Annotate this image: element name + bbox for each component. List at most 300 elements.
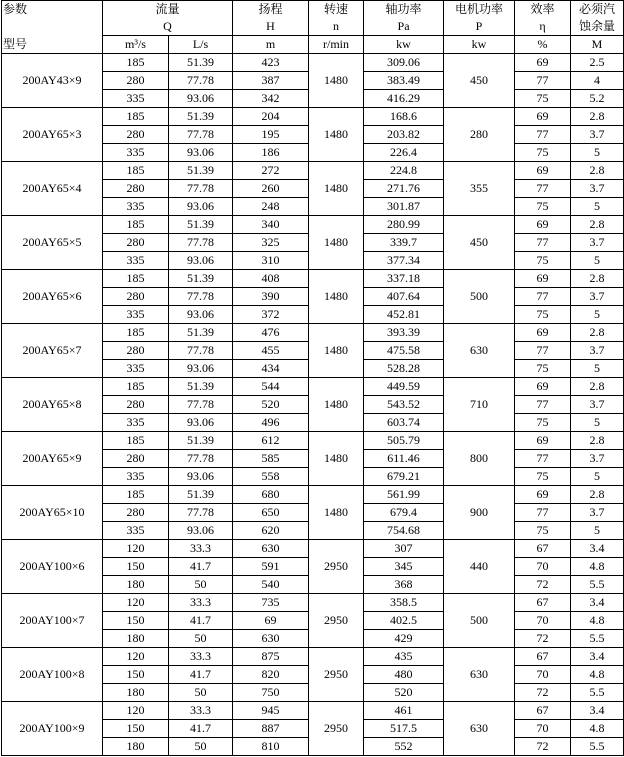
flow-m3h-cell: 185 [103,486,169,504]
npsh-cell: 5.5 [571,630,624,648]
npsh-cell: 2.5 [571,54,624,72]
npsh-cell: 5 [571,414,624,432]
head-cell: 455 [233,342,309,360]
head-cell: 558 [233,468,309,486]
shaft-power-cell: 339.7 [364,234,444,252]
table-row [2,540,624,558]
npsh-cell: 3.4 [571,594,624,612]
shaft-power-cell: 345 [364,558,444,576]
speed-unit: r/min [309,36,364,54]
head-cell: 325 [233,234,309,252]
flow-m3h-cell: 335 [103,468,169,486]
efficiency-cell: 77 [515,450,571,468]
efficiency-cell: 69 [515,54,571,72]
head-cell: 820 [233,666,309,684]
efficiency-cell: 67 [515,702,571,720]
table-row [2,270,624,288]
table-row [2,594,624,612]
head-cell: 544 [233,378,309,396]
head-cell: 387 [233,72,309,90]
flow-m3h-cell: 120 [103,702,169,720]
flow-ls-cell: 93.06 [169,144,233,162]
flow-ls-cell: 41.7 [169,612,233,630]
flow-ls-cell: 51.39 [169,162,233,180]
flow-m3h-cell: 150 [103,612,169,630]
shaft-power-cell: 337.18 [364,270,444,288]
efficiency-cell: 75 [515,306,571,324]
motor-power-cell: 710 [444,378,515,432]
flow-ls-cell: 41.7 [169,720,233,738]
shaft-power-cell: 301.87 [364,198,444,216]
shaft-power-cell: 480 [364,666,444,684]
motor-power-label: 电机功率 [444,1,515,19]
model-cell: 200AY100×6 [2,540,103,594]
efficiency-cell: 77 [515,342,571,360]
model-cell: 200AY100×8 [2,648,103,702]
shaft-power-cell: 358.5 [364,594,444,612]
shaft-power-cell: 416.29 [364,90,444,108]
efficiency-cell: 75 [515,198,571,216]
speed-cell: 1480 [309,432,364,486]
head-cell: 680 [233,486,309,504]
flow-m3h-cell: 335 [103,522,169,540]
head-cell: 310 [233,252,309,270]
head-cell: 186 [233,144,309,162]
head-cell: 390 [233,288,309,306]
flow-ls-cell: 93.06 [169,198,233,216]
table-row [2,324,624,342]
efficiency-cell: 77 [515,288,571,306]
npsh-cell: 4 [571,72,624,90]
efficiency-cell: 77 [515,234,571,252]
npsh-cell: 2.8 [571,378,624,396]
flow-m3h-cell: 120 [103,540,169,558]
shaft-power-unit: kw [364,36,444,54]
shaft-power-cell: 383.49 [364,72,444,90]
head-cell: 260 [233,180,309,198]
head-label: 扬程 [233,1,309,19]
model-cell: 200AY65×4 [2,162,103,216]
head-symbol: H [233,18,309,36]
efficiency-cell: 67 [515,540,571,558]
npsh-cell: 3.4 [571,540,624,558]
npsh-cell: 3.7 [571,180,624,198]
npsh-cell: 5.2 [571,90,624,108]
efficiency-cell: 72 [515,738,571,756]
motor-power-cell: 440 [444,540,515,594]
flow-m3h-cell: 150 [103,720,169,738]
flow-ls-cell: 41.7 [169,666,233,684]
efficiency-cell: 67 [515,594,571,612]
flow-ls-cell: 93.06 [169,414,233,432]
speed-cell: 1480 [309,378,364,432]
head-cell: 340 [233,216,309,234]
efficiency-cell: 72 [515,630,571,648]
motor-power-cell: 800 [444,432,515,486]
npsh-label-line1: 必须汽 [571,1,624,19]
head-unit: m [233,36,309,54]
head-cell: 591 [233,558,309,576]
npsh-cell: 4.8 [571,720,624,738]
efficiency-cell: 69 [515,378,571,396]
npsh-cell: 5.5 [571,738,624,756]
flow-m3h-cell: 280 [103,72,169,90]
flow-m3h-cell: 120 [103,648,169,666]
speed-cell: 1480 [309,270,364,324]
efficiency-cell: 67 [515,648,571,666]
flow-ls-cell: 93.06 [169,522,233,540]
flow-ls-cell: 77.78 [169,450,233,468]
flow-m3h-cell: 280 [103,396,169,414]
speed-cell: 1480 [309,162,364,216]
efficiency-cell: 75 [515,360,571,378]
shaft-power-cell: 368 [364,576,444,594]
head-cell: 630 [233,630,309,648]
npsh-cell: 5 [571,306,624,324]
shaft-power-cell: 452.81 [364,306,444,324]
table-row [2,648,624,666]
flow-m3h-cell: 335 [103,198,169,216]
model-cell: 200AY100×7 [2,594,103,648]
npsh-cell: 3.7 [571,504,624,522]
pump-spec-table [1,0,624,756]
head-cell: 875 [233,648,309,666]
flow-ls-cell: 51.39 [169,486,233,504]
npsh-cell: 3.4 [571,702,624,720]
shaft-power-cell: 271.76 [364,180,444,198]
npsh-cell: 2.8 [571,216,624,234]
param-spacer [2,18,103,36]
npsh-cell: 3.7 [571,288,624,306]
table-row [2,378,624,396]
head-cell: 342 [233,90,309,108]
npsh-cell: 3.7 [571,342,624,360]
speed-symbol: n [309,18,364,36]
motor-power-cell: 500 [444,594,515,648]
speed-label: 转速 [309,1,364,19]
shaft-power-cell: 168.6 [364,108,444,126]
shaft-power-cell: 461 [364,702,444,720]
shaft-power-symbol: Pa [364,18,444,36]
head-cell: 585 [233,450,309,468]
flow-m3h-cell: 185 [103,324,169,342]
efficiency-cell: 69 [515,432,571,450]
head-cell: 630 [233,540,309,558]
flow-m3h-cell: 335 [103,414,169,432]
efficiency-cell: 75 [515,522,571,540]
flow-m3h-cell: 185 [103,432,169,450]
speed-cell: 1480 [309,108,364,162]
model-cell: 200AY65×5 [2,216,103,270]
npsh-cell: 4.8 [571,612,624,630]
efficiency-cell: 77 [515,126,571,144]
efficiency-cell: 69 [515,216,571,234]
shaft-power-cell: 203.82 [364,126,444,144]
head-cell: 408 [233,270,309,288]
model-cell: 200AY65×10 [2,486,103,540]
npsh-cell: 3.7 [571,234,624,252]
header-row-3 [2,36,624,54]
flow-m3h-cell: 180 [103,738,169,756]
shaft-power-cell: 505.79 [364,432,444,450]
motor-power-cell: 355 [444,162,515,216]
flow-m3h-cell: 280 [103,126,169,144]
shaft-power-cell: 679.21 [364,468,444,486]
motor-power-cell: 450 [444,216,515,270]
npsh-cell: 5 [571,198,624,216]
param-label: 参数 [2,1,103,19]
flow-ls-cell: 77.78 [169,180,233,198]
shaft-power-cell: 402.5 [364,612,444,630]
flow-m3h-cell: 280 [103,234,169,252]
flow-ls-cell: 77.78 [169,126,233,144]
npsh-cell: 5.5 [571,576,624,594]
model-cell: 200AY65×6 [2,270,103,324]
npsh-cell: 3.7 [571,126,624,144]
efficiency-cell: 75 [515,90,571,108]
speed-cell: 1480 [309,54,364,108]
shaft-power-cell: 449.59 [364,378,444,396]
npsh-cell: 2.8 [571,162,624,180]
shaft-power-cell: 528.28 [364,360,444,378]
model-cell: 200AY65×3 [2,108,103,162]
efficiency-label: 效率 [515,1,571,19]
flow-m3h-cell: 185 [103,270,169,288]
shaft-power-cell: 520 [364,684,444,702]
shaft-power-cell: 543.52 [364,396,444,414]
flow-ls-cell: 51.39 [169,270,233,288]
shaft-power-cell: 280.99 [364,216,444,234]
head-cell: 69 [233,612,309,630]
flow-m3h-cell: 150 [103,666,169,684]
npsh-cell: 5 [571,252,624,270]
flow-ls-cell: 33.3 [169,594,233,612]
flow-ls-cell: 51.39 [169,432,233,450]
efficiency-cell: 69 [515,324,571,342]
flow-m3h-cell: 180 [103,630,169,648]
flow-ls-cell: 77.78 [169,288,233,306]
motor-power-cell: 630 [444,648,515,702]
flow-ls-cell: 77.78 [169,234,233,252]
flow-ls-cell: 41.7 [169,558,233,576]
flow-ls-cell: 51.39 [169,378,233,396]
flow-ls-cell: 50 [169,738,233,756]
model-label: 型号 [2,36,103,54]
npsh-cell: 5 [571,522,624,540]
npsh-cell: 2.8 [571,432,624,450]
flow-ls-cell: 93.06 [169,468,233,486]
npsh-cell: 2.8 [571,324,624,342]
motor-power-cell: 900 [444,486,515,540]
efficiency-cell: 70 [515,612,571,630]
speed-cell: 1480 [309,216,364,270]
model-cell: 200AY43×9 [2,54,103,108]
efficiency-cell: 75 [515,468,571,486]
motor-power-symbol: P [444,18,515,36]
flow-m3h-cell: 185 [103,216,169,234]
shaft-power-cell: 435 [364,648,444,666]
head-cell: 520 [233,396,309,414]
npsh-label-line2: 蚀余量 [571,18,624,36]
head-cell: 650 [233,504,309,522]
motor-power-cell: 630 [444,702,515,756]
head-cell: 372 [233,306,309,324]
shaft-power-cell: 407.64 [364,288,444,306]
speed-cell: 1480 [309,486,364,540]
npsh-cell: 5 [571,360,624,378]
npsh-cell: 2.8 [571,486,624,504]
shaft-power-cell: 552 [364,738,444,756]
flow-ls-cell: 77.78 [169,396,233,414]
shaft-power-label: 轴功率 [364,1,444,19]
flow-m3h-cell: 280 [103,180,169,198]
efficiency-cell: 70 [515,720,571,738]
shaft-power-cell: 393.39 [364,324,444,342]
flow-ls-cell: 51.39 [169,324,233,342]
npsh-cell: 3.7 [571,450,624,468]
flow-ls-cell: 77.78 [169,342,233,360]
efficiency-symbol: η [515,18,571,36]
head-cell: 496 [233,414,309,432]
flow-ls-cell: 77.78 [169,72,233,90]
head-cell: 540 [233,576,309,594]
shaft-power-cell: 309.06 [364,54,444,72]
shaft-power-cell: 517.5 [364,720,444,738]
flow-m3h-cell: 335 [103,306,169,324]
table-row [2,486,624,504]
shaft-power-cell: 754.68 [364,522,444,540]
npsh-cell: 2.8 [571,108,624,126]
npsh-unit: M [571,36,624,54]
flow-m3h-cell: 335 [103,252,169,270]
efficiency-cell: 69 [515,162,571,180]
flow-m3h-cell: 335 [103,144,169,162]
speed-cell: 2950 [309,540,364,594]
shaft-power-cell: 679.4 [364,504,444,522]
head-cell: 476 [233,324,309,342]
motor-power-cell: 280 [444,108,515,162]
table-row [2,216,624,234]
flow-ls-cell: 77.78 [169,504,233,522]
motor-power-cell: 450 [444,54,515,108]
flow-symbol: Q [103,18,233,36]
shaft-power-cell: 377.34 [364,252,444,270]
model-cell: 200AY65×8 [2,378,103,432]
flow-ls-cell: 51.39 [169,216,233,234]
head-cell: 945 [233,702,309,720]
npsh-cell: 4.8 [571,666,624,684]
shaft-power-cell: 603.74 [364,414,444,432]
flow-m3h-cell: 185 [103,108,169,126]
flow-label: 流量 [103,1,233,19]
model-cell: 200AY65×9 [2,432,103,486]
efficiency-cell: 77 [515,396,571,414]
flow-m3h-cell: 280 [103,342,169,360]
shaft-power-cell: 429 [364,630,444,648]
flow-ls-cell: 93.06 [169,360,233,378]
flow-m3h-cell: 150 [103,558,169,576]
flow-m3h-cell: 280 [103,504,169,522]
flow-ls-cell: 51.39 [169,54,233,72]
efficiency-cell: 70 [515,558,571,576]
head-cell: 434 [233,360,309,378]
head-cell: 612 [233,432,309,450]
flow-m3h-cell: 180 [103,684,169,702]
table-row [2,702,624,720]
head-cell: 620 [233,522,309,540]
speed-cell: 2950 [309,702,364,756]
flow-m3h-cell: 180 [103,576,169,594]
flow-ls-cell: 50 [169,576,233,594]
table-row [2,432,624,450]
shaft-power-cell: 224.8 [364,162,444,180]
header-row-1 [2,1,624,19]
efficiency-unit: % [515,36,571,54]
npsh-cell: 3.4 [571,648,624,666]
motor-power-cell: 630 [444,324,515,378]
efficiency-cell: 77 [515,72,571,90]
flow-m3h-cell: 185 [103,378,169,396]
npsh-cell: 3.7 [571,396,624,414]
head-cell: 272 [233,162,309,180]
shaft-power-cell: 561.99 [364,486,444,504]
shaft-power-cell: 611.46 [364,450,444,468]
efficiency-cell: 70 [515,666,571,684]
head-cell: 750 [233,684,309,702]
shaft-power-cell: 307 [364,540,444,558]
head-cell: 810 [233,738,309,756]
head-cell: 735 [233,594,309,612]
flow-ls-cell: 93.06 [169,306,233,324]
header-row-2 [2,18,624,36]
shaft-power-cell: 226.4 [364,144,444,162]
head-cell: 887 [233,720,309,738]
motor-power-cell: 500 [444,270,515,324]
efficiency-cell: 69 [515,108,571,126]
flow-ls-cell: 33.3 [169,648,233,666]
flow-m3h-cell: 280 [103,288,169,306]
head-cell: 195 [233,126,309,144]
speed-cell: 1480 [309,324,364,378]
model-cell: 200AY100×9 [2,702,103,756]
npsh-cell: 5.5 [571,684,624,702]
speed-cell: 2950 [309,648,364,702]
speed-cell: 2950 [309,594,364,648]
flow-m3h-cell: 185 [103,162,169,180]
flow-ls-cell: 50 [169,684,233,702]
flow-unit-ls: L/s [169,36,233,54]
flow-m3h-cell: 335 [103,90,169,108]
efficiency-cell: 77 [515,504,571,522]
flow-ls-cell: 50 [169,630,233,648]
flow-ls-cell: 93.06 [169,90,233,108]
model-cell: 200AY65×7 [2,324,103,378]
head-cell: 204 [233,108,309,126]
efficiency-cell: 75 [515,414,571,432]
table-row [2,108,624,126]
flow-m3h-cell: 185 [103,54,169,72]
flow-ls-cell: 33.3 [169,702,233,720]
table-body [2,54,624,756]
table-row [2,54,624,72]
flow-m3h-cell: 335 [103,360,169,378]
npsh-cell: 5 [571,144,624,162]
flow-ls-cell: 33.3 [169,540,233,558]
efficiency-cell: 75 [515,144,571,162]
motor-power-unit: kw [444,36,515,54]
efficiency-cell: 72 [515,684,571,702]
npsh-cell: 2.8 [571,270,624,288]
